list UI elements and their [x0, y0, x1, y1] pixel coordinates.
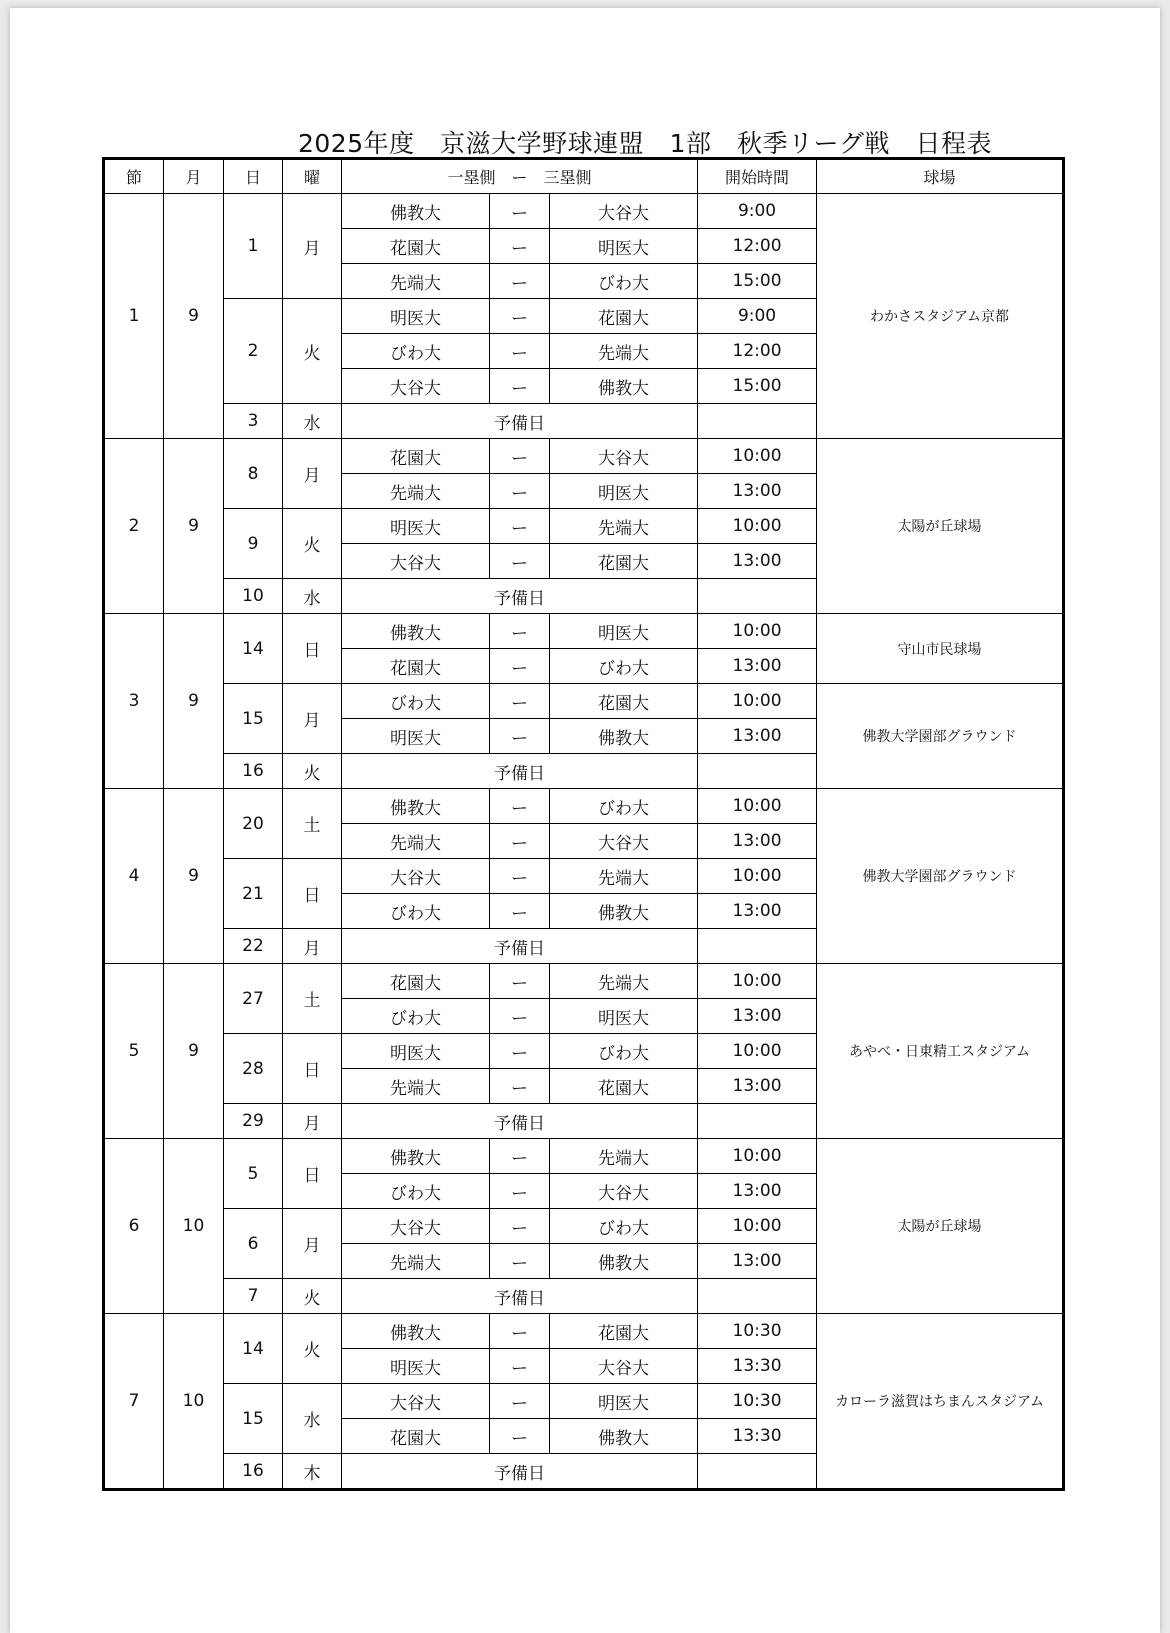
day-cell: 20: [224, 789, 283, 859]
weekday-cell: 日: [283, 1034, 342, 1104]
vs-dash: ー: [490, 474, 550, 509]
third-base-team: 明医大: [550, 614, 698, 649]
game-row: [104, 1139, 1064, 1174]
vs-dash: ー: [490, 264, 550, 299]
vs-dash: ー: [490, 684, 550, 719]
vs-dash: ー: [490, 299, 550, 334]
first-base-team: 花園大: [342, 649, 490, 684]
first-base-team: 先端大: [342, 264, 490, 299]
vs-dash: ー: [490, 1209, 550, 1244]
third-base-team: 明医大: [550, 999, 698, 1034]
first-base-team: 佛教大: [342, 194, 490, 229]
vs-dash: ー: [490, 1034, 550, 1069]
start-time-cell: 12:00: [698, 229, 817, 264]
schedule-body: [104, 194, 1064, 1490]
first-base-team: 先端大: [342, 1244, 490, 1279]
vs-dash: ー: [490, 334, 550, 369]
start-time-cell: [698, 1454, 817, 1490]
game-row: [104, 789, 1064, 824]
start-time-cell: [698, 404, 817, 439]
vs-dash: ー: [490, 1314, 550, 1349]
third-base-team: 花園大: [550, 1069, 698, 1104]
venue-cell: 佛教大学園部グラウンド: [817, 789, 1064, 964]
vs-dash: ー: [490, 439, 550, 474]
vs-dash: ー: [490, 649, 550, 684]
vs-dash: ー: [490, 1139, 550, 1174]
header-day: 日: [224, 159, 283, 194]
first-base-team: びわ大: [342, 334, 490, 369]
third-base-team: 先端大: [550, 509, 698, 544]
reserve-day-label: 予備日: [342, 1279, 698, 1314]
first-base-team: 花園大: [342, 229, 490, 264]
weekday-cell: 月: [283, 439, 342, 509]
weekday-cell: 水: [283, 579, 342, 614]
day-cell: 6: [224, 1209, 283, 1279]
game-row: [104, 194, 1064, 229]
start-time-cell: 10:00: [698, 684, 817, 719]
reserve-day-label: 予備日: [342, 404, 698, 439]
month-cell: 9: [164, 614, 224, 789]
vs-dash: ー: [490, 859, 550, 894]
first-base-team: びわ大: [342, 684, 490, 719]
venue-cell: あやべ・日東精工スタジアム: [817, 964, 1064, 1139]
third-base-team: 明医大: [550, 1384, 698, 1419]
start-time-cell: 10:30: [698, 1314, 817, 1349]
month-cell: 10: [164, 1314, 224, 1490]
venue-cell: 守山市民球場: [817, 614, 1064, 684]
weekday-cell: 火: [283, 299, 342, 404]
first-base-team: 明医大: [342, 509, 490, 544]
vs-dash: ー: [490, 964, 550, 999]
first-base-team: びわ大: [342, 1174, 490, 1209]
vs-dash: ー: [490, 509, 550, 544]
vs-dash: ー: [490, 369, 550, 404]
start-time-cell: 10:00: [698, 439, 817, 474]
day-cell: 3: [224, 404, 283, 439]
month-cell: 9: [164, 964, 224, 1139]
day-cell: 14: [224, 614, 283, 684]
start-time-cell: 10:00: [698, 509, 817, 544]
weekday-cell: 火: [283, 1279, 342, 1314]
weekday-cell: 月: [283, 1104, 342, 1139]
vs-dash: ー: [490, 824, 550, 859]
third-base-team: 明医大: [550, 229, 698, 264]
game-row: [104, 684, 1064, 719]
month-cell: 10: [164, 1139, 224, 1314]
reserve-day-label: 予備日: [342, 1454, 698, 1490]
start-time-cell: 10:00: [698, 1034, 817, 1069]
start-time-cell: 9:00: [698, 299, 817, 334]
start-time-cell: 13:00: [698, 474, 817, 509]
header-month: 月: [164, 159, 224, 194]
start-time-cell: 13:00: [698, 649, 817, 684]
weekday-cell: 月: [283, 1209, 342, 1279]
start-time-cell: 13:30: [698, 1419, 817, 1454]
first-base-team: 先端大: [342, 1069, 490, 1104]
reserve-day-label: 予備日: [342, 1104, 698, 1139]
month-cell: 9: [164, 439, 224, 614]
game-row: [104, 1314, 1064, 1349]
day-cell: 2: [224, 299, 283, 404]
vs-dash: ー: [490, 614, 550, 649]
game-row: [104, 964, 1064, 999]
third-base-team: 花園大: [550, 544, 698, 579]
vs-dash: ー: [490, 999, 550, 1034]
first-base-team: 先端大: [342, 474, 490, 509]
weekday-cell: 日: [283, 859, 342, 929]
vs-dash: ー: [490, 894, 550, 929]
third-base-team: 佛教大: [550, 1419, 698, 1454]
start-time-cell: [698, 929, 817, 964]
weekday-cell: 水: [283, 404, 342, 439]
day-cell: 10: [224, 579, 283, 614]
third-base-team: 先端大: [550, 1139, 698, 1174]
day-cell: 1: [224, 194, 283, 299]
start-time-cell: [698, 754, 817, 789]
start-time-cell: 13:00: [698, 1174, 817, 1209]
day-cell: 8: [224, 439, 283, 509]
start-time-cell: 13:00: [698, 719, 817, 754]
day-cell: 16: [224, 754, 283, 789]
start-time-cell: 10:30: [698, 1384, 817, 1419]
third-base-team: 佛教大: [550, 894, 698, 929]
reserve-day-label: 予備日: [342, 754, 698, 789]
start-time-cell: 12:00: [698, 334, 817, 369]
start-time-cell: 13:00: [698, 1069, 817, 1104]
weekday-cell: 月: [283, 929, 342, 964]
month-cell: 9: [164, 194, 224, 439]
game-row: [104, 439, 1064, 474]
third-base-team: びわ大: [550, 649, 698, 684]
header-setsu: 節: [104, 159, 164, 194]
start-time-cell: 13:00: [698, 894, 817, 929]
setsu-cell: 5: [104, 964, 164, 1139]
weekday-cell: 水: [283, 1384, 342, 1454]
header-venue: 球場: [817, 159, 1064, 194]
day-cell: 5: [224, 1139, 283, 1209]
weekday-cell: 火: [283, 1314, 342, 1384]
month-cell: 9: [164, 789, 224, 964]
start-time-cell: 10:00: [698, 1209, 817, 1244]
vs-dash: ー: [490, 1384, 550, 1419]
day-cell: 29: [224, 1104, 283, 1139]
header-start-time: 開始時間: [698, 159, 817, 194]
third-base-team: 花園大: [550, 1314, 698, 1349]
start-time-cell: 13:00: [698, 999, 817, 1034]
first-base-team: 明医大: [342, 719, 490, 754]
start-time-cell: 15:00: [698, 369, 817, 404]
day-cell: 15: [224, 684, 283, 754]
first-base-team: 先端大: [342, 824, 490, 859]
start-time-cell: 10:00: [698, 1139, 817, 1174]
day-cell: 27: [224, 964, 283, 1034]
weekday-cell: 日: [283, 614, 342, 684]
vs-dash: ー: [490, 1069, 550, 1104]
weekday-cell: 火: [283, 509, 342, 579]
day-cell: 28: [224, 1034, 283, 1104]
vs-dash: ー: [490, 719, 550, 754]
third-base-team: 佛教大: [550, 719, 698, 754]
weekday-cell: 木: [283, 1454, 342, 1490]
game-row: [104, 614, 1064, 649]
third-base-team: 大谷大: [550, 194, 698, 229]
first-base-team: 大谷大: [342, 1384, 490, 1419]
setsu-cell: 4: [104, 789, 164, 964]
start-time-cell: 13:00: [698, 824, 817, 859]
first-base-team: 大谷大: [342, 1209, 490, 1244]
day-cell: 14: [224, 1314, 283, 1384]
vs-dash: ー: [490, 1244, 550, 1279]
document-page: [10, 8, 1160, 1633]
header-row: [104, 159, 1064, 194]
first-base-team: 花園大: [342, 964, 490, 999]
setsu-cell: 6: [104, 1139, 164, 1314]
vs-dash: ー: [490, 194, 550, 229]
first-base-team: 佛教大: [342, 1314, 490, 1349]
start-time-cell: 13:30: [698, 1349, 817, 1384]
first-base-team: 佛教大: [342, 614, 490, 649]
weekday-cell: 土: [283, 964, 342, 1034]
first-base-team: 明医大: [342, 1034, 490, 1069]
setsu-cell: 3: [104, 614, 164, 789]
start-time-cell: 13:00: [698, 1244, 817, 1279]
third-base-team: 佛教大: [550, 1244, 698, 1279]
third-base-team: 大谷大: [550, 1174, 698, 1209]
third-base-team: びわ大: [550, 789, 698, 824]
reserve-day-label: 予備日: [342, 579, 698, 614]
third-base-team: 先端大: [550, 334, 698, 369]
day-cell: 9: [224, 509, 283, 579]
first-base-team: びわ大: [342, 894, 490, 929]
weekday-cell: 日: [283, 1139, 342, 1209]
third-base-team: 花園大: [550, 684, 698, 719]
setsu-cell: 1: [104, 194, 164, 439]
third-base-team: びわ大: [550, 264, 698, 299]
venue-cell: カローラ滋賀はちまんスタジアム: [817, 1314, 1064, 1490]
third-base-team: 佛教大: [550, 369, 698, 404]
day-cell: 7: [224, 1279, 283, 1314]
day-cell: 15: [224, 1384, 283, 1454]
first-base-team: 佛教大: [342, 1139, 490, 1174]
third-base-team: 先端大: [550, 964, 698, 999]
start-time-cell: [698, 579, 817, 614]
start-time-cell: 13:00: [698, 544, 817, 579]
vs-dash: ー: [490, 1349, 550, 1384]
vs-dash: ー: [490, 789, 550, 824]
start-time-cell: 10:00: [698, 789, 817, 824]
start-time-cell: [698, 1104, 817, 1139]
reserve-day-label: 予備日: [342, 929, 698, 964]
vs-dash: ー: [490, 229, 550, 264]
third-base-team: 大谷大: [550, 1349, 698, 1384]
venue-cell: わかさスタジアム京都: [817, 194, 1064, 439]
schedule-table: [102, 157, 1065, 1491]
start-time-cell: 10:00: [698, 859, 817, 894]
third-base-team: 明医大: [550, 474, 698, 509]
first-base-team: 佛教大: [342, 789, 490, 824]
first-base-team: 花園大: [342, 439, 490, 474]
third-base-team: びわ大: [550, 1034, 698, 1069]
header-weekday: 曜: [283, 159, 342, 194]
vs-dash: ー: [490, 1174, 550, 1209]
weekday-cell: 火: [283, 754, 342, 789]
weekday-cell: 土: [283, 789, 342, 859]
first-base-team: 大谷大: [342, 544, 490, 579]
start-time-cell: [698, 1279, 817, 1314]
day-cell: 16: [224, 1454, 283, 1490]
first-base-team: 大谷大: [342, 859, 490, 894]
first-base-team: びわ大: [342, 999, 490, 1034]
start-time-cell: 10:00: [698, 614, 817, 649]
venue-cell: 太陽が丘球場: [817, 1139, 1064, 1314]
third-base-team: 先端大: [550, 859, 698, 894]
first-base-team: 明医大: [342, 299, 490, 334]
third-base-team: 大谷大: [550, 824, 698, 859]
weekday-cell: 月: [283, 194, 342, 299]
start-time-cell: 9:00: [698, 194, 817, 229]
start-time-cell: 10:00: [698, 964, 817, 999]
document-title: 2025年度 京滋大学野球連盟 1部 秋季リーグ戦 日程表: [297, 129, 993, 158]
venue-cell: 太陽が丘球場: [817, 439, 1064, 614]
vs-dash: ー: [490, 544, 550, 579]
first-base-team: 明医大: [342, 1349, 490, 1384]
vs-dash: ー: [490, 1419, 550, 1454]
setsu-cell: 2: [104, 439, 164, 614]
start-time-cell: 15:00: [698, 264, 817, 299]
third-base-team: 大谷大: [550, 439, 698, 474]
venue-cell: 佛教大学園部グラウンド: [817, 684, 1064, 789]
third-base-team: びわ大: [550, 1209, 698, 1244]
weekday-cell: 月: [283, 684, 342, 754]
day-cell: 21: [224, 859, 283, 929]
third-base-team: 花園大: [550, 299, 698, 334]
setsu-cell: 7: [104, 1314, 164, 1490]
first-base-team: 花園大: [342, 1419, 490, 1454]
first-base-team: 大谷大: [342, 369, 490, 404]
day-cell: 22: [224, 929, 283, 964]
header-matchup: 一塁側 ー 三塁側: [342, 159, 698, 194]
